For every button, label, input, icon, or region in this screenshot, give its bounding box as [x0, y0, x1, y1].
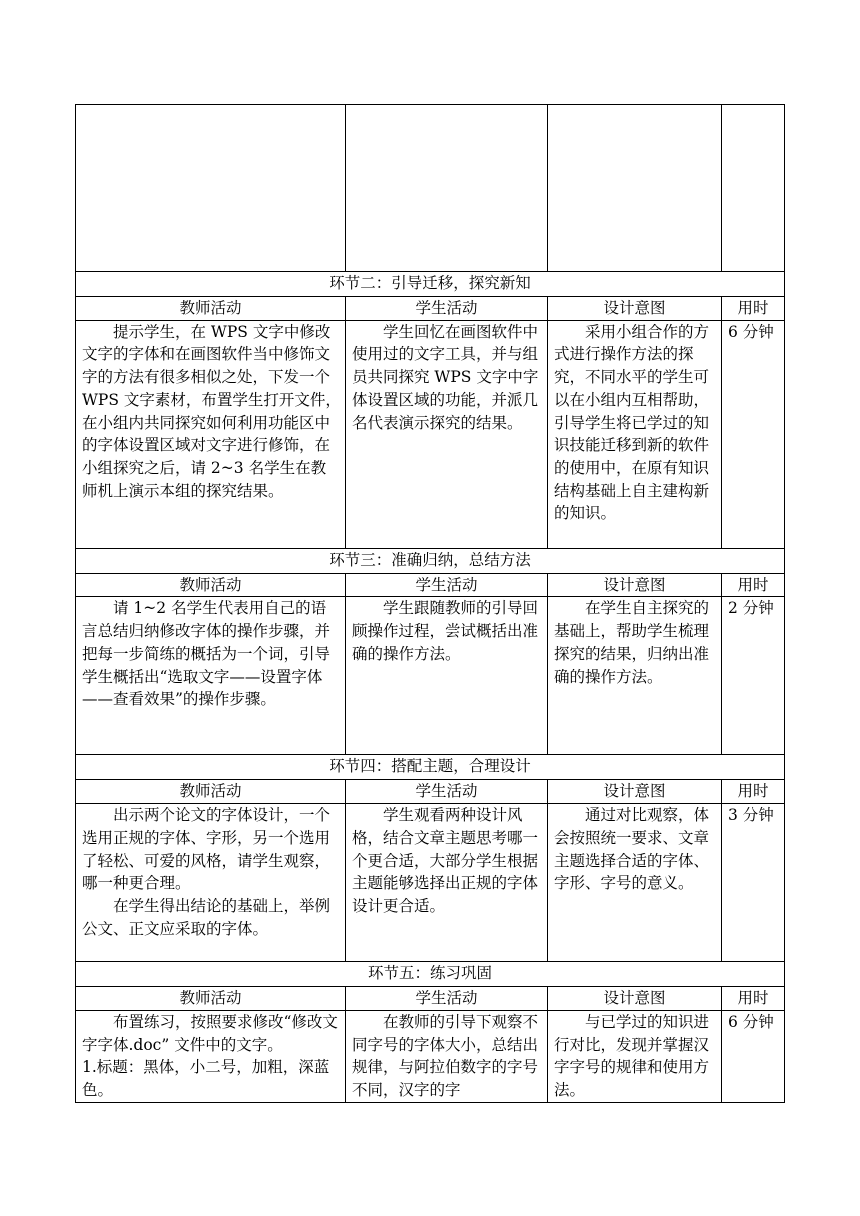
header-design: 设计意图: [548, 987, 722, 1011]
header-student: 学生活动: [346, 987, 548, 1011]
section-title: 环节五：练习巩固: [76, 962, 785, 987]
header-design: 设计意图: [548, 780, 722, 804]
time-used: 2 分钟: [722, 597, 785, 755]
section-content-row: [76, 597, 785, 755]
header-teacher: 教师活动: [76, 987, 346, 1011]
blank-row: [76, 105, 785, 272]
teacher-paragraph: 1.标题：黑体，小二号，加粗，深蓝色。: [82, 1058, 330, 1099]
section-title: 环节二：引导迁移，探究新知: [76, 272, 785, 297]
design-intent: 在学生自主探究的基础上，帮助学生梳理探究的结果，归纳出准确的操作方法。: [548, 597, 722, 755]
header-student: 学生活动: [346, 780, 548, 804]
header-time: 用时: [722, 987, 785, 1011]
teacher-paragraph: 出示两个论文的字体设计，一个选用正规的字体、字形，另一个选用了轻松、可爱的风格，请学生观察，哪一种更合理。: [82, 806, 331, 893]
student-activity: 在教师的引导下观察不同字号的字体大小，总结出规律，与阿拉伯数字的字号不同，汉字的字: [346, 1010, 548, 1102]
column-header-row: [76, 573, 785, 597]
section-content-row: [76, 320, 785, 548]
time-used: 3 分钟: [722, 804, 785, 962]
section-title-row: [76, 962, 785, 987]
header-student: 学生活动: [346, 297, 548, 321]
teacher-activity: [76, 1010, 346, 1102]
section-content-row: [76, 1010, 785, 1102]
student-activity: 学生回忆在画图软件中使用过的文字工具，并与组员共同探究 WPS 文字中字体设置区域的功能，并派几名代表演示探究的结果。: [346, 320, 548, 548]
header-teacher: 教师活动: [76, 297, 346, 321]
header-design: 设计意图: [548, 297, 722, 321]
teacher-activity: [76, 597, 346, 755]
column-header-row: [76, 297, 785, 321]
student-activity: 学生跟随教师的引导回顾操作过程，尝试概括出准确的操作方法。: [346, 597, 548, 755]
design-intent: 通过对比观察，体会按照统一要求、文章主题选择合适的字体、字形、字号的意义。: [548, 804, 722, 962]
design-intent: 采用小组合作的方式进行操作方法的探究，不同水平的学生可以在小组内互相帮助，引导学生将已学过的知识技能迁移到新的软件的使用中，在原有知识结构基础上自主建构新的知识。: [548, 320, 722, 548]
header-time: 用时: [722, 573, 785, 597]
header-design: 设计意图: [548, 573, 722, 597]
header-time: 用时: [722, 297, 785, 321]
teacher-paragraph: 在学生得出结论的基础上，举例公文、正文应采取的字体。: [82, 896, 331, 938]
teacher-activity: [76, 804, 346, 962]
student-activity: 学生观看两种设计风格，结合文章主题思考哪一个更合适，大部分学生根据主题能够选择出正规的字体设计更合适。: [346, 804, 548, 962]
section-title: 环节四：搭配主题，合理设计: [76, 755, 785, 780]
section-title-row: [76, 755, 785, 780]
time-used: 6 分钟: [722, 1010, 785, 1102]
section-title-row: [76, 272, 785, 297]
section-title-row: [76, 548, 785, 573]
column-header-row: [76, 780, 785, 804]
lesson-plan-table: [75, 104, 785, 1103]
teacher-paragraph: 布置练习，按照要求修改“修改文字字体.doc” 文件中的文字。: [82, 1012, 338, 1054]
teacher-activity: [76, 320, 346, 548]
time-used: 6 分钟: [722, 320, 785, 548]
design-intent: 与已学过的知识进行对比，发现并掌握汉字字号的规律和使用方法。: [548, 1010, 722, 1102]
column-header-row: [76, 987, 785, 1011]
teacher-paragraph: 请 1~2 名学生代表用自己的语言总结归纳修改字体的操作步骤，并把每一步简练的概括为一个词，引导学生概括出“选取文字——设置字体——查看效果”的操作步骤。: [82, 599, 331, 709]
header-student: 学生活动: [346, 573, 548, 597]
section-title: 环节三：准确归纳，总结方法: [76, 548, 785, 573]
header-teacher: 教师活动: [76, 780, 346, 804]
header-time: 用时: [722, 780, 785, 804]
header-teacher: 教师活动: [76, 573, 346, 597]
teacher-paragraph: 提示学生，在 WPS 文字中修改文字的字体和在画图软件当中修饰文字的方法有很多相似之处，下发一个 WPS 文字素材，布置学生打开文件，在小组内共同探究如何利用功能区中的字体设置区域对文字进行修饰，在小组探究之后，请 2~3 名学生在教师机上演示本组的探究结果。: [82, 322, 341, 500]
section-content-row: [76, 804, 785, 962]
